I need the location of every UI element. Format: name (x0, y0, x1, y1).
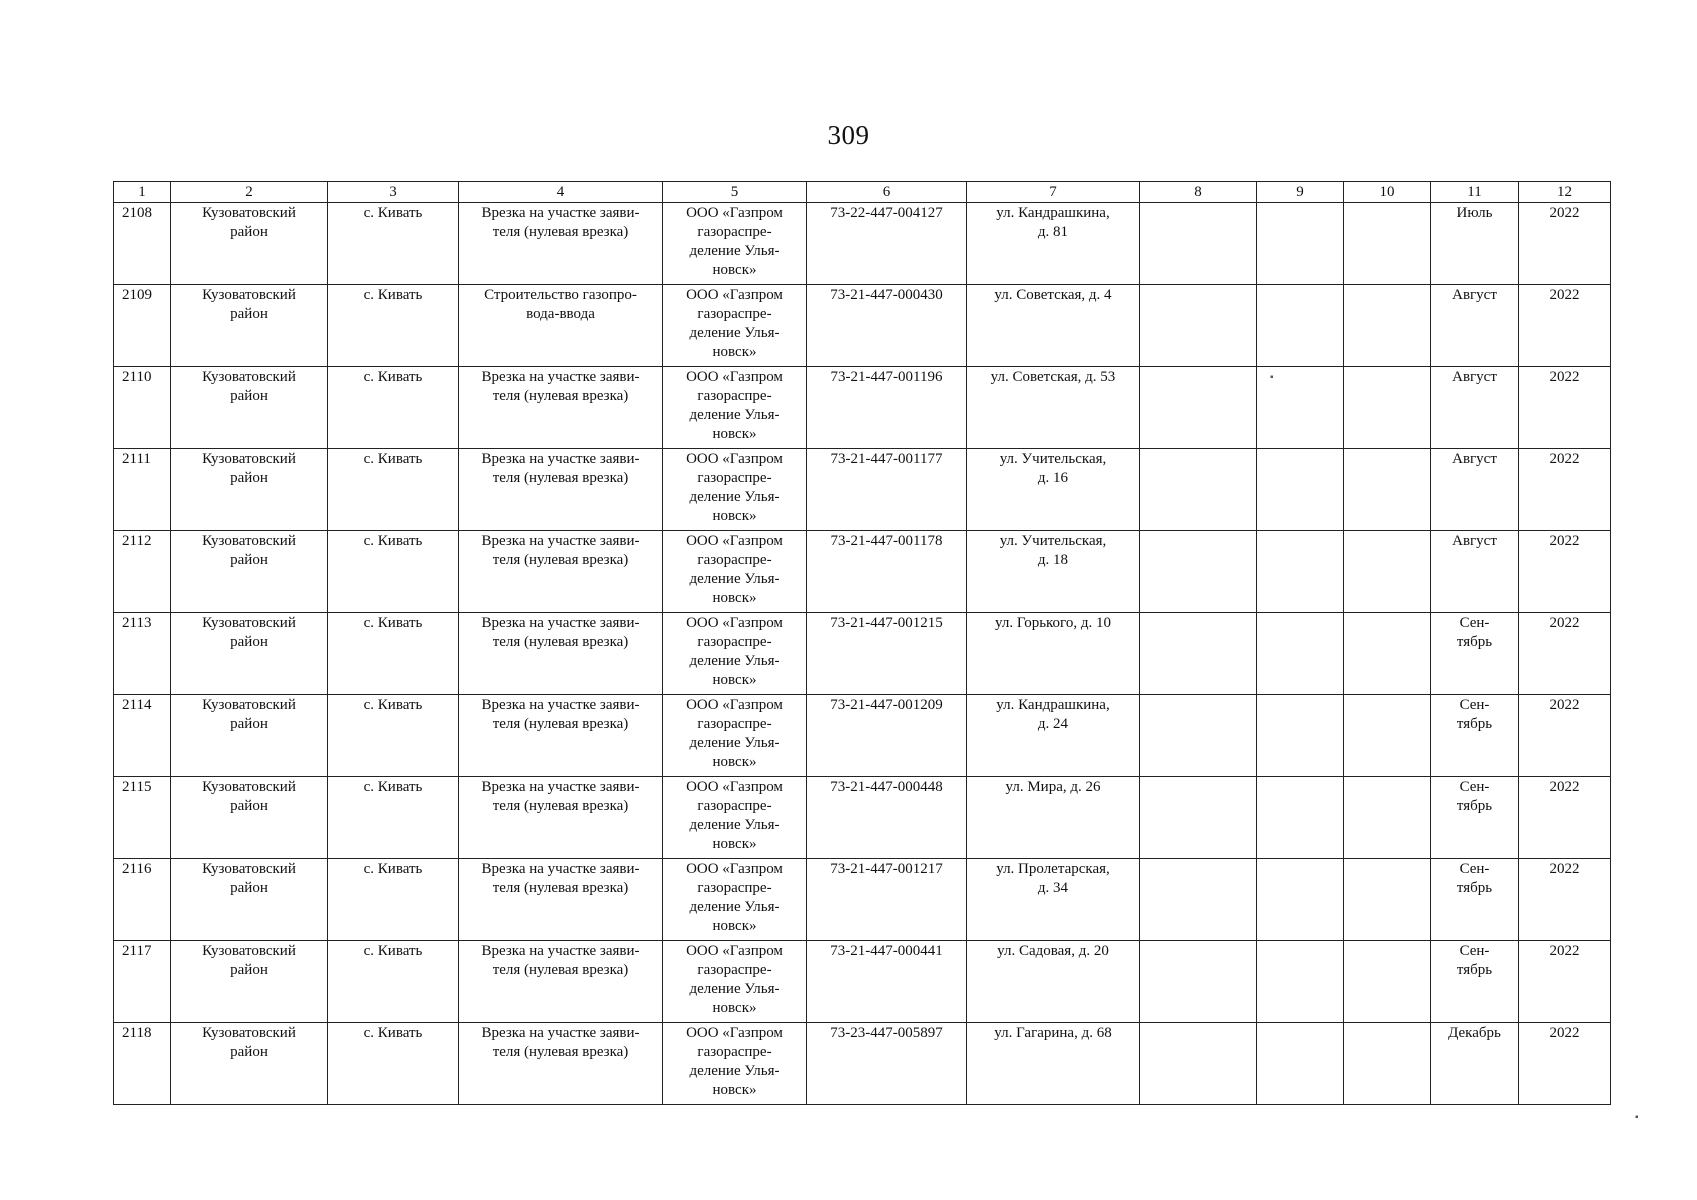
table-cell-col-7: ул. Гагарина, д. 68 (967, 1023, 1140, 1105)
table-cell-col-5: ООО «Газпром газораспре- деление Улья- новск» (663, 367, 807, 449)
table-cell-col-11: Декабрь (1431, 1023, 1519, 1105)
table-row (114, 613, 1611, 695)
column-header-7: 7 (967, 182, 1140, 203)
table-cell-col-9 (1257, 1023, 1344, 1105)
table-cell-col-1: 2111 (114, 449, 171, 531)
table-cell-col-5: ООО «Газпром газораспре- деление Улья- новск» (663, 203, 807, 285)
table-cell-col-11: Август (1431, 367, 1519, 449)
header-row (114, 182, 1611, 203)
table-cell-col-6: 73-21-447-000448 (807, 777, 967, 859)
column-header-11: 11 (1431, 182, 1519, 203)
table-cell-col-5: ООО «Газпром газораспре- деление Улья- новск» (663, 695, 807, 777)
table-row (114, 777, 1611, 859)
table-cell-col-7: ул. Садовая, д. 20 (967, 941, 1140, 1023)
page-number: 309 (827, 120, 870, 150)
table-cell-col-9 (1257, 777, 1344, 859)
table-row (114, 695, 1611, 777)
table-cell-col-2: Кузоватовский район (171, 449, 328, 531)
table-cell-col-3: с. Кивать (328, 613, 459, 695)
table-cell-col-12: 2022 (1519, 941, 1611, 1023)
table-cell-col-3: с. Кивать (328, 1023, 459, 1105)
table-cell-col-4: Врезка на участке заяви- теля (нулевая врезка) (459, 941, 663, 1023)
table-row (114, 941, 1611, 1023)
table-cell-col-2: Кузоватовский район (171, 203, 328, 285)
table-cell-col-6: 73-21-447-001217 (807, 859, 967, 941)
scan-speck: ▪ (1270, 372, 1274, 383)
table-cell-col-11: Сен- тябрь (1431, 777, 1519, 859)
table-cell-col-12: 2022 (1519, 613, 1611, 695)
table-cell-col-10 (1344, 531, 1431, 613)
column-header-2: 2 (171, 182, 328, 203)
table-cell-col-11: Август (1431, 285, 1519, 367)
table-cell-col-12: 2022 (1519, 695, 1611, 777)
table-cell-col-2: Кузоватовский район (171, 531, 328, 613)
table-cell-col-10 (1344, 203, 1431, 285)
table-cell-col-4: Врезка на участке заяви- теля (нулевая врезка) (459, 777, 663, 859)
table-cell-col-3: с. Кивать (328, 449, 459, 531)
column-header-5: 5 (663, 182, 807, 203)
table-row (114, 859, 1611, 941)
table-cell-col-7: ул. Учительская, д. 18 (967, 531, 1140, 613)
table-cell-col-5: ООО «Газпром газораспре- деление Улья- новск» (663, 1023, 807, 1105)
table-cell-col-11: Июль (1431, 203, 1519, 285)
table-cell-col-2: Кузоватовский район (171, 859, 328, 941)
table-cell-col-6: 73-21-447-001209 (807, 695, 967, 777)
table-cell-col-6: 73-21-447-000430 (807, 285, 967, 367)
table-cell-col-10 (1344, 941, 1431, 1023)
table-cell-col-11: Сен- тябрь (1431, 941, 1519, 1023)
column-header-12: 12 (1519, 182, 1611, 203)
table-cell-col-6: 73-21-447-001178 (807, 531, 967, 613)
table-cell-col-4: Строительство газопро- вода-ввода (459, 285, 663, 367)
column-header-10: 10 (1344, 182, 1431, 203)
table-row (114, 203, 1611, 285)
table-cell-col-9 (1257, 203, 1344, 285)
table-cell-col-8 (1140, 285, 1257, 367)
table-cell-col-3: с. Кивать (328, 367, 459, 449)
table-cell-col-8 (1140, 367, 1257, 449)
column-header-1: 1 (114, 182, 171, 203)
table-cell-col-1: 2118 (114, 1023, 171, 1105)
table-cell-col-6: 73-21-447-001215 (807, 613, 967, 695)
table-cell-col-3: с. Кивать (328, 941, 459, 1023)
table-cell-col-4: Врезка на участке заяви- теля (нулевая врезка) (459, 859, 663, 941)
table-cell-col-5: ООО «Газпром газораспре- деление Улья- новск» (663, 941, 807, 1023)
table-cell-col-11: Сен- тябрь (1431, 613, 1519, 695)
table-cell-col-12: 2022 (1519, 1023, 1611, 1105)
table-cell-col-9 (1257, 613, 1344, 695)
table-cell-col-9 (1257, 695, 1344, 777)
table-cell-col-8 (1140, 531, 1257, 613)
table-cell-col-8 (1140, 613, 1257, 695)
table-cell-col-1: 2110 (114, 367, 171, 449)
table-cell-col-8 (1140, 695, 1257, 777)
table-cell-col-9 (1257, 941, 1344, 1023)
table-cell-col-4: Врезка на участке заяви- теля (нулевая врезка) (459, 1023, 663, 1105)
table-cell-col-5: ООО «Газпром газораспре- деление Улья- новск» (663, 285, 807, 367)
table-cell-col-2: Кузоватовский район (171, 613, 328, 695)
table-cell-col-7: ул. Пролетарская, д. 34 (967, 859, 1140, 941)
table-cell-col-3: с. Кивать (328, 695, 459, 777)
table-cell-col-4: Врезка на участке заяви- теля (нулевая врезка) (459, 531, 663, 613)
column-header-9: 9 (1257, 182, 1344, 203)
table-cell-col-5: ООО «Газпром газораспре- деление Улья- новск» (663, 449, 807, 531)
table-cell-col-10 (1344, 1023, 1431, 1105)
table-cell-col-11: Сен- тябрь (1431, 695, 1519, 777)
table-cell-col-6: 73-21-447-001196 (807, 367, 967, 449)
table-cell-col-1: 2113 (114, 613, 171, 695)
table-cell-col-8 (1140, 1023, 1257, 1105)
table-cell-col-2: Кузоватовский район (171, 695, 328, 777)
table-cell-col-3: с. Кивать (328, 203, 459, 285)
table-cell-col-1: 2108 (114, 203, 171, 285)
table-cell-col-3: с. Кивать (328, 531, 459, 613)
table-header (114, 182, 1611, 203)
table-cell-col-12: 2022 (1519, 203, 1611, 285)
table-cell-col-12: 2022 (1519, 449, 1611, 531)
table-cell-col-11: Август (1431, 531, 1519, 613)
table-cell-col-2: Кузоватовский район (171, 367, 328, 449)
table-cell-col-3: с. Кивать (328, 859, 459, 941)
table-cell-col-10 (1344, 449, 1431, 531)
table-cell-col-6: 73-23-447-005897 (807, 1023, 967, 1105)
table-row (114, 367, 1611, 449)
table-cell-col-9 (1257, 859, 1344, 941)
table-cell-col-7: ул. Кандрашкина, д. 81 (967, 203, 1140, 285)
table-cell-col-3: с. Кивать (328, 777, 459, 859)
table-cell-col-3: с. Кивать (328, 285, 459, 367)
table-cell-col-8 (1140, 777, 1257, 859)
table-cell-col-9 (1257, 531, 1344, 613)
table-cell-col-5: ООО «Газпром газораспре- деление Улья- новск» (663, 531, 807, 613)
table-cell-col-11: Сен- тябрь (1431, 859, 1519, 941)
table-cell-col-6: 73-22-447-004127 (807, 203, 967, 285)
table-body (114, 203, 1611, 1105)
table-cell-col-2: Кузоватовский район (171, 777, 328, 859)
table-cell-col-6: 73-21-447-001177 (807, 449, 967, 531)
table-cell-col-1: 2115 (114, 777, 171, 859)
table-cell-col-1: 2117 (114, 941, 171, 1023)
table-cell-col-12: 2022 (1519, 531, 1611, 613)
table-cell-col-11: Август (1431, 449, 1519, 531)
table-cell-col-10 (1344, 777, 1431, 859)
table-cell-col-7: ул. Кандрашкина, д. 24 (967, 695, 1140, 777)
table-row (114, 449, 1611, 531)
table-row (114, 531, 1611, 613)
table-cell-col-2: Кузоватовский район (171, 941, 328, 1023)
table-cell-col-1: 2116 (114, 859, 171, 941)
table-cell-col-2: Кузоватовский район (171, 1023, 328, 1105)
table-cell-col-12: 2022 (1519, 285, 1611, 367)
table-cell-col-8 (1140, 203, 1257, 285)
table-cell-col-4: Врезка на участке заяви- теля (нулевая врезка) (459, 203, 663, 285)
register-table (113, 181, 1611, 1105)
column-header-6: 6 (807, 182, 967, 203)
table-cell-col-9 (1257, 285, 1344, 367)
table-cell-col-9 (1257, 449, 1344, 531)
table-cell-col-4: Врезка на участке заяви- теля (нулевая врезка) (459, 367, 663, 449)
table-cell-col-7: ул. Мира, д. 26 (967, 777, 1140, 859)
column-header-8: 8 (1140, 182, 1257, 203)
table-cell-col-10 (1344, 613, 1431, 695)
table-cell-col-4: Врезка на участке заяви- теля (нулевая врезка) (459, 695, 663, 777)
scan-speck: ▪ (1635, 1112, 1639, 1123)
table-cell-col-8 (1140, 941, 1257, 1023)
table-cell-col-5: ООО «Газпром газораспре- деление Улья- новск» (663, 859, 807, 941)
table-cell-col-7: ул. Советская, д. 53 (967, 367, 1140, 449)
table-cell-col-10 (1344, 285, 1431, 367)
table-cell-col-4: Врезка на участке заяви- теля (нулевая врезка) (459, 613, 663, 695)
table-cell-col-10 (1344, 367, 1431, 449)
table-cell-col-1: 2109 (114, 285, 171, 367)
table-cell-col-5: ООО «Газпром газораспре- деление Улья- новск» (663, 613, 807, 695)
table-cell-col-1: 2112 (114, 531, 171, 613)
table-cell-col-12: 2022 (1519, 859, 1611, 941)
table-cell-col-7: ул. Учительская, д. 16 (967, 449, 1140, 531)
column-header-4: 4 (459, 182, 663, 203)
table-cell-col-7: ул. Горького, д. 10 (967, 613, 1140, 695)
table-cell-col-12: 2022 (1519, 367, 1611, 449)
table-row (114, 1023, 1611, 1105)
table-cell-col-4: Врезка на участке заяви- теля (нулевая врезка) (459, 449, 663, 531)
table-cell-col-8 (1140, 859, 1257, 941)
column-header-3: 3 (328, 182, 459, 203)
table-cell-col-6: 73-21-447-000441 (807, 941, 967, 1023)
table-cell-col-10 (1344, 695, 1431, 777)
table-cell-col-7: ул. Советская, д. 4 (967, 285, 1140, 367)
table-cell-col-5: ООО «Газпром газораспре- деление Улья- новск» (663, 777, 807, 859)
table-cell-col-10 (1344, 859, 1431, 941)
table-cell-col-8 (1140, 449, 1257, 531)
table-cell-col-2: Кузоватовский район (171, 285, 328, 367)
table-cell-col-1: 2114 (114, 695, 171, 777)
table-row (114, 285, 1611, 367)
table-cell-col-12: 2022 (1519, 777, 1611, 859)
